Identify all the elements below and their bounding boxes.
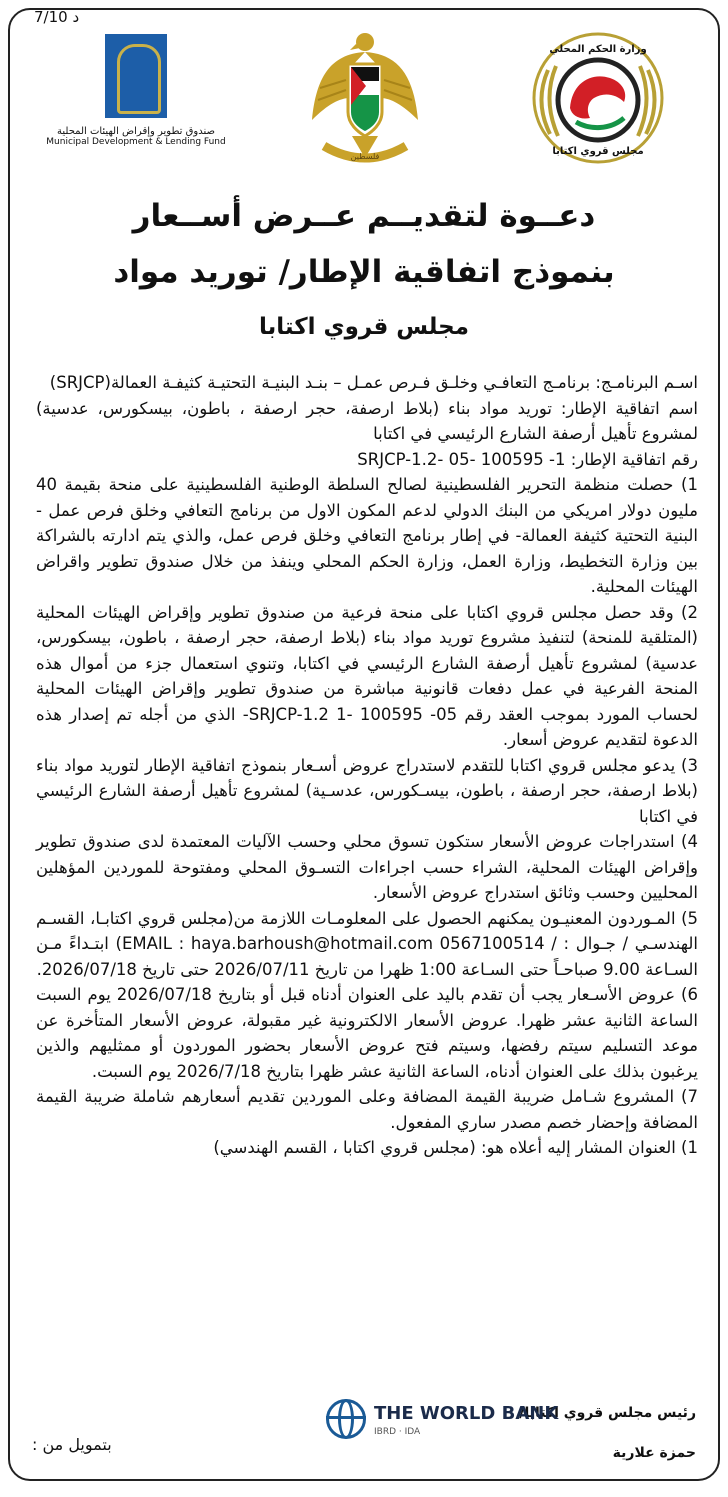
page-number: 7/10 د [34, 8, 80, 26]
address-clause: 1) العنوان المشار إليه أعلاه هو: (مجلس قروي اكتابا ، القسم الهندسي) [213, 1138, 698, 1157]
agreement-name: اسم اتفاقية الإطار: توريد مواد بناء (بلاط ارصفة، حجر ارصفة ، باطون، بيسكورس، عدسية) لمشروع تأهيل أرصفة الشارع الرئيسي في اكتابا [36, 398, 698, 443]
advertisement-page [8, 8, 720, 1481]
notice-body [36, 370, 698, 1161]
clause-4: 4) استدراجات عروض الأسعار ستكون تسوق محلي وحسب الآليات المعتمدة لدى صندوق تطوير وإقراض الهيئات المحلية، الشراء حسب اجراءات التسـوق المحلي ومفتوحة للموردين المؤهلين المحليين وحسب وثائق استدراج عروض الأسعار. [36, 832, 698, 902]
clause-1: 1) حصلت منظمة التحرير الفلسطينية لصالح السلطة الوطنية الفلسطينية على منحة بقيمة 40 مليون دولار امريكي من البنك الدولي لدعم المكون الاول من برنامج التعافي وخلق فرص عمل - البنية التحتية كثيفة العمالة- في إطار برنامج التعافي وخلق فرص عمل، والذي يتم ادارته بالشراكة بين وزارة التخطيط، وزارة العمل، وزارة الحكم المحلي وينفذ من خلال صندوق تطوير واقراض الهيئات المحلية. [36, 475, 698, 596]
eagle-icon [312, 33, 418, 158]
clause-3: 3) يدعو مجلس قروي اكتابا للتقدم لاستدراج عروض أسـعار بنموذج اتفاقية الإطار لتوريد مواد بناء (بلاط ارصفة، حجر ارصفة ، باطون، بيسـكورس، عدسـية) لمشروع تأهيل أرصفة الشارع الرئيسي في اكتابا [36, 755, 698, 826]
clause-7: 7) المشروع شـامل ضريبة القيمة المضافة وعلى الموردين تقديم أسعارهم شاملة ضريبة القيمة المضافة وإحضار خصم مصدر ساري المفعول. [36, 1087, 698, 1132]
palestine-eagle-emblem [310, 28, 420, 168]
palestine-banner-label: فلسطين [350, 152, 380, 161]
council-heading: مجلس قروي اكتابا [258, 314, 470, 340]
title-line-2: بنموذج اتفاقية الإطار/ توريد مواد [113, 254, 615, 290]
header-logos [10, 28, 718, 178]
council-seal-label: مجلس قروي اكتابا [552, 146, 644, 157]
mdlf-name-ar: صندوق تطوير وإقراض الهيئات المحلية [57, 126, 215, 137]
title-block [10, 188, 718, 340]
title-line-1: دعــوة لتقديــم عــرض أســعار [132, 198, 596, 234]
mdlf-name-en: Municipal Development & Lending Fund [46, 137, 226, 147]
signature-title: رئيس مجلس قروي اكتابا/ [519, 1405, 696, 1421]
globe-icon [326, 1399, 366, 1439]
world-bank-subtitle: IBRD · IDA [374, 1427, 421, 1437]
mdlf-logo [36, 34, 236, 147]
ministry-council-seal [530, 30, 666, 166]
mdlf-emblem-icon [105, 34, 167, 118]
footer [10, 1379, 718, 1479]
program-name: اسـم البرنامـج: برنامـج التعافـي وخلـق فـرص عمـل – بنـد البنيـة التحتيـة كثيفـة العمالة(SRJCP) [49, 373, 698, 392]
ministry-seal-label: وزارة الحكم المحلي [549, 44, 647, 55]
clause-5: 5) المـوردون المعنيـون يمكنهم الحصول على المعلومـات اللازمة من(مجلس قروي اكتابـا، القسـم الهندسـي / جـوال : / EMAIL : haya.barhoush@hotmail.com 0567100514) ابتـداءً مـن السـاعة 9.00 صباحـاً حتى السـاعة 1:00 ظهرا من تاريخ 2026/07/11 حتى تاريخ 2026/07/18. [36, 908, 698, 979]
agreement-number: رقم اتفاقية الإطار: 1- 100595 -05 -SRJCP-1.2 [357, 449, 698, 469]
signature-name: حمزة علارية [612, 1445, 696, 1461]
clause-6: 6) عروض الأسـعار يجب أن تقدم باليد على العنوان أدناه قبل أو بتاريخ 2026/07/18 يوم السبت الساعة الثانية عشر ظهرا. عروض الأسعار الالكترونية غير مقبولة، عروض الأسعار المتأخرة عن موعد التسليم سيتم رفضها، وسيتم فتح عروض الأسعار بحضور الموردون أو ممثليهم والذين يرغبون بذلك على العنوان أدناه، الساعة الثانية عشر ظهرا بتاريخ 2026/7/18 يوم السبت. [36, 985, 698, 1081]
funded-by-label: بتمويل من : [32, 1435, 112, 1454]
world-bank-name: THE WORLD BANK [374, 1403, 559, 1424]
world-bank-logo [326, 1399, 559, 1447]
clause-2: 2) وقد حصل مجلس قروي اكتابا على منحة فرعية من صندوق تطوير وإقراض الهيئات المحلية (المتلقية للمنحة) لتنفيذ مشروع توريد مواد بناء (بلاط ارصفة، حجر ارصفة ، باطون، بيسكورس، عدسية) لمشروع تأهيل أرصفة الشارع الرئيسي في اكتابا، وتنوي استعمال جزء من أموال هذه المنحة الفرعية في عمل دفعات قانونية مباشرة من صندوق تطوير وإقراض الهيئات المحلية لحساب المورد بموجب العقد رقم 05- SRJCP-1.2 1- 100595- الذي من أجله تم إصدار هذه الدعوة لتقديم عروض أسعار. [36, 602, 698, 749]
